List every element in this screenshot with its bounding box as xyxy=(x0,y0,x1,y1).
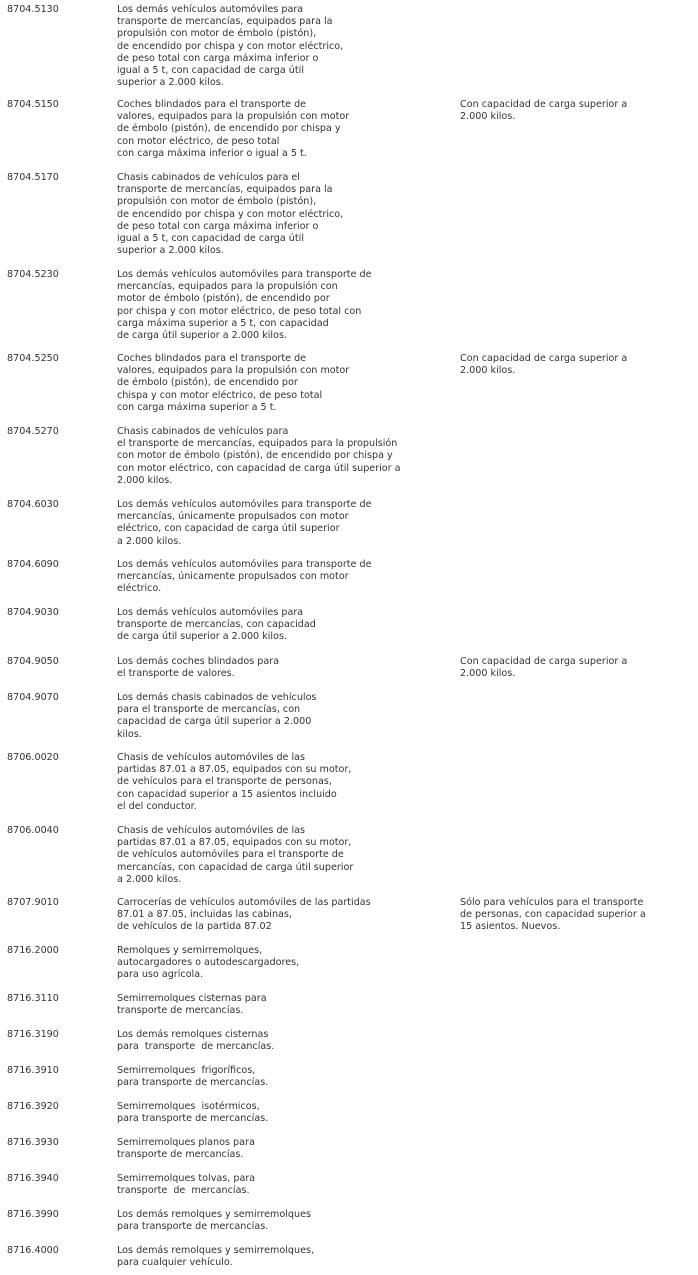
description-line: transporte de mercancías, con capacidad xyxy=(117,619,316,631)
tariff-description xyxy=(117,752,457,813)
tariff-description xyxy=(117,825,457,886)
tariff-code: 8704.5270 xyxy=(7,426,59,437)
description-line: Chasis cabinados de vehículos para el xyxy=(117,172,300,183)
description-line: con motor de émbolo (pistón), de encendido por chispa y xyxy=(117,450,393,462)
tariff-code: 8716.2000 xyxy=(7,945,59,956)
description-line: Los demás remolques cisternas xyxy=(117,1029,269,1040)
description-line: de carga útil superior a 2.000 kilos. xyxy=(117,330,288,342)
description-line: Los demás coches blindados para xyxy=(117,656,280,667)
tariff-code: 8706.0040 xyxy=(7,825,59,836)
tariff-description xyxy=(117,559,457,596)
description-line: de vehículos para el transporte de personas, xyxy=(117,776,332,788)
tariff-code: 8716.3930 xyxy=(7,1137,59,1148)
description-line: por chispa y con motor eléctrico, de peso total con xyxy=(117,305,362,317)
description-line: Coches blindados para el transporte de xyxy=(117,353,307,364)
description-line: para uso agrícola. xyxy=(117,969,204,981)
description-line: Los demás vehículos automóviles para xyxy=(117,607,304,618)
tariff-note xyxy=(460,656,696,680)
description-line: propulsión con motor de émbolo (pistón), xyxy=(117,28,317,40)
description-line: partidas 87.01 a 87.05, equipados con su motor, xyxy=(117,764,352,776)
tariff-code: 8704.5170 xyxy=(7,172,59,183)
tariff-description xyxy=(117,1029,457,1053)
description-line: Chasis de vehículos automóviles de las xyxy=(117,825,306,836)
tariff-code: 8704.6090 xyxy=(7,559,59,570)
note-line: Con capacidad de carga superior a xyxy=(460,656,628,667)
tariff-description xyxy=(117,1245,457,1269)
description-line: Semirremolques cisternas para xyxy=(117,993,267,1004)
tariff-description xyxy=(117,897,457,934)
description-line: Semirremolques isotérmicos, xyxy=(117,1101,260,1112)
tariff-description xyxy=(117,607,457,644)
description-line: para transporte de mercancías. xyxy=(117,1221,269,1233)
tariff-code: 8704.6030 xyxy=(7,499,59,510)
note-line: 2.000 kilos. xyxy=(460,111,516,123)
note-line: 15 asientos. Nuevos. xyxy=(460,921,561,933)
description-line: igual a 5 t, con capacidad de carga útil xyxy=(117,65,304,77)
tariff-code: 8704.5150 xyxy=(7,99,59,110)
description-line: eléctrico, con capacidad de carga útil superior xyxy=(117,523,340,535)
description-line: el transporte de valores. xyxy=(117,668,235,680)
description-line: con capacidad superior a 15 asientos incluido xyxy=(117,788,337,800)
description-line: para transporte de mercancías. xyxy=(117,1041,275,1053)
note-line: Con capacidad de carga superior a xyxy=(460,353,628,364)
description-line: transporte de mercancías, equipados para la xyxy=(117,184,333,196)
description-line: motor de émbolo (pistón), de encendido por xyxy=(117,293,330,305)
tariff-code: 8707.9010 xyxy=(7,897,59,908)
description-line: Los demás remolques y semirremolques, xyxy=(117,1245,315,1256)
tariff-description xyxy=(117,993,457,1017)
description-line: capacidad de carga útil superior a 2.000 xyxy=(117,716,312,728)
description-line: de émbolo (pistón), de encendido por xyxy=(117,377,298,389)
note-line: 2.000 kilos. xyxy=(460,668,516,680)
description-line: el del conductor. xyxy=(117,800,197,812)
description-line: con carga máxima inferior o igual a 5 t. xyxy=(117,147,307,159)
description-line: 87.01 a 87.05, incluidas las cabinas, xyxy=(117,909,292,921)
description-line: superior a 2.000 kilos. xyxy=(117,77,224,89)
tariff-note xyxy=(460,897,696,934)
tariff-code: 8716.3990 xyxy=(7,1209,59,1220)
description-line: Los demás remolques y semirremolques xyxy=(117,1209,311,1220)
description-line: transporte de mercancías. xyxy=(117,1149,244,1161)
description-line: a 2.000 kilos. xyxy=(117,535,182,547)
description-line: superior a 2.000 kilos. xyxy=(117,245,224,257)
tariff-code: 8716.3940 xyxy=(7,1173,59,1184)
description-line: Los demás vehículos automóviles para transporte de xyxy=(117,559,372,570)
description-line: transporte de mercancías. xyxy=(117,1005,244,1017)
description-line: de peso total con carga máxima inferior o xyxy=(117,52,319,64)
description-line: valores, equipados para la propulsión con motor xyxy=(117,111,350,123)
description-line: Los demás chasis cabinados de vehículos xyxy=(117,692,317,703)
note-line: Con capacidad de carga superior a xyxy=(460,99,628,110)
tariff-code: 8704.5130 xyxy=(7,4,59,15)
description-line: Semirremolques tolvas, para xyxy=(117,1173,256,1184)
tariff-code: 8716.4000 xyxy=(7,1245,59,1256)
tariff-code: 8704.9050 xyxy=(7,656,59,667)
description-line: eléctrico. xyxy=(117,583,162,595)
tariff-description xyxy=(117,1137,457,1161)
description-line: con carga máxima superior a 5 t. xyxy=(117,401,277,413)
note-line: Sólo para vehículos para el transporte xyxy=(460,897,644,908)
description-line: propulsión con motor de émbolo (pistón), xyxy=(117,196,317,208)
tariff-code: 8716.3920 xyxy=(7,1101,59,1112)
description-line: Chasis cabinados de vehículos para xyxy=(117,426,289,437)
description-line: transporte de mercancías, equipados para la xyxy=(117,16,333,28)
tariff-code: 8716.3190 xyxy=(7,1029,59,1040)
tariff-description xyxy=(117,353,457,414)
description-line: para transporte de mercancías. xyxy=(117,1077,269,1089)
tariff-code: 8704.9030 xyxy=(7,607,59,618)
description-line: Chasis de vehículos automóviles de las xyxy=(117,752,306,763)
tariff-note xyxy=(460,99,696,123)
description-line: Carrocerías de vehículos automóviles de las partidas xyxy=(117,897,371,908)
tariff-code: 8704.5230 xyxy=(7,269,59,280)
description-line: de vehículos automóviles para el transporte de xyxy=(117,849,344,861)
tariff-description xyxy=(117,656,457,680)
description-line: Los demás vehículos automóviles para xyxy=(117,4,304,15)
description-line: con motor eléctrico, con capacidad de carga útil superior a xyxy=(117,462,401,474)
note-line: 2.000 kilos. xyxy=(460,365,516,377)
tariff-description xyxy=(117,4,457,89)
description-line: de encendido por chispa y con motor eléctrico, xyxy=(117,208,344,220)
tariff-description xyxy=(117,945,457,982)
description-line: Semirremolques planos para xyxy=(117,1137,255,1148)
tariff-note xyxy=(460,353,696,377)
tariff-code: 8716.3110 xyxy=(7,993,59,1004)
description-line: mercancías, equipados para la propulsión con xyxy=(117,281,338,293)
tariff-description xyxy=(117,99,457,160)
description-line: de encendido por chispa y con motor eléctrico, xyxy=(117,40,344,52)
description-line: de carga útil superior a 2.000 kilos. xyxy=(117,631,288,643)
description-line: de peso total con carga máxima inferior o xyxy=(117,220,319,232)
tariff-description xyxy=(117,1173,457,1197)
description-line: chispa y con motor eléctrico, de peso total xyxy=(117,389,323,401)
tariff-description xyxy=(117,1065,457,1089)
tariff-code: 8704.5250 xyxy=(7,353,59,364)
tariff-code: 8704.9070 xyxy=(7,692,59,703)
description-line: de émbolo (pistón), de encendido por chispa y xyxy=(117,123,341,135)
note-line: de personas, con capacidad superior a xyxy=(460,909,646,921)
description-line: carga máxima superior a 5 t, con capacidad xyxy=(117,317,329,329)
description-line: Los demás vehículos automóviles para transporte de xyxy=(117,499,372,510)
tariff-description xyxy=(117,692,457,741)
description-line: partidas 87.01 a 87.05, equipados con su motor, xyxy=(117,837,352,849)
description-line: a 2.000 kilos. xyxy=(117,873,182,885)
description-line: mercancías, con capacidad de carga útil superior xyxy=(117,861,354,873)
description-line: 2.000 kilos. xyxy=(117,474,173,486)
tariff-description xyxy=(117,1209,457,1233)
description-line: valores, equipados para la propulsión con motor xyxy=(117,365,350,377)
description-line: mercancías, únicamente propulsados con motor xyxy=(117,571,349,583)
description-line: para cualquier vehículo. xyxy=(117,1257,233,1269)
description-line: para transporte de mercancías. xyxy=(117,1113,269,1125)
description-line: kilos. xyxy=(117,728,142,740)
description-line: para el transporte de mercancías, con xyxy=(117,704,301,716)
description-line: autocargadores o autodescargadores, xyxy=(117,957,300,969)
tariff-code: 8706.0020 xyxy=(7,752,59,763)
description-line: igual a 5 t, con capacidad de carga útil xyxy=(117,233,304,245)
description-line: transporte de mercancías. xyxy=(117,1185,250,1197)
description-line: el transporte de mercancías, equipados para la propulsión xyxy=(117,438,398,450)
description-line: de vehículos de la partida 87.02 xyxy=(117,921,272,933)
description-line: Semirremolques frigoríficos, xyxy=(117,1065,256,1076)
description-line: con motor eléctrico, de peso total xyxy=(117,135,280,147)
tariff-description xyxy=(117,499,457,548)
description-line: Los demás vehículos automóviles para transporte de xyxy=(117,269,372,280)
description-line: mercancías, únicamente propulsados con motor xyxy=(117,511,349,523)
tariff-code: 8716.3910 xyxy=(7,1065,59,1076)
tariff-description xyxy=(117,172,457,257)
description-line: Coches blindados para el transporte de xyxy=(117,99,307,110)
tariff-description xyxy=(117,426,457,487)
description-line: Remolques y semirremolques, xyxy=(117,945,263,956)
tariff-description xyxy=(117,269,457,342)
tariff-description xyxy=(117,1101,457,1125)
